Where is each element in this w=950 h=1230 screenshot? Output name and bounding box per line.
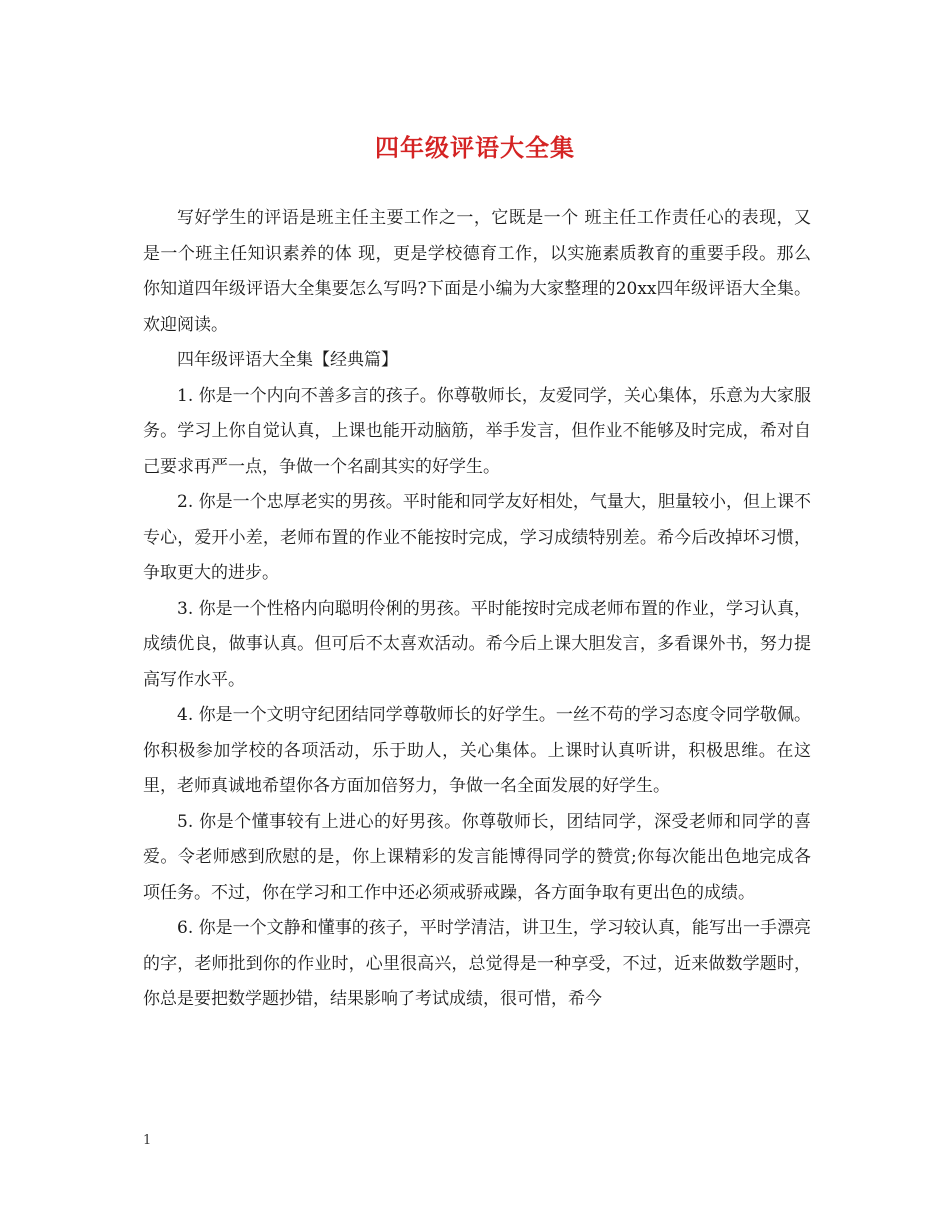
comment-paragraph-3: 3. 你是一个性格内向聪明伶俐的男孩。平时能按时完成老师布置的作业，学习认真，成绩优良，做事认真。但可后不太喜欢活动。希今后上课大胆发言，多看课外书，努力提高写作水平。 <box>143 598 811 690</box>
section-heading: 四年级评语大全集【经典篇】 <box>177 350 398 370</box>
comment-paragraph-1: 1. 你是一个内向不善多言的孩子。你尊敬师长，友爱同学，关心集体，乐意为大家服务。学习上你自觉认真，上课也能开动脑筋，举手发言，但作业不能够及时完成，希对自己要求再严一点，争做一个名副其实的好学生。 <box>143 385 811 477</box>
comment-paragraph-2: 2. 你是一个忠厚老实的男孩。平时能和同学友好相处，气量大，胆量较小，但上课不专心，爱开小差，老师布置的作业不能按时完成，学习成绩特别差。希今后改掉坏习惯，争取更大的进步。 <box>143 492 811 583</box>
document-body <box>143 201 811 1018</box>
document-title: 四年级评语大全集 <box>375 133 575 162</box>
intro-paragraph: 写好学生的评语是班主任主要工作之一，它既是一个 班主任工作责任心的表现，又是一个班主任知识素养的体 现，更是学校德育工作，以实施素质教育的重要手段。那么你知道四年级评语大全集要怎么写吗?下面是小编为大家整理的20xx四年级评语大全集。欢迎阅读。 <box>143 208 811 335</box>
comment-paragraph-5: 5. 你是个懂事较有上进心的好男孩。你尊敬师长，团结同学，深受老师和同学的喜爱。令老师感到欣慰的是，你上课精彩的发言能博得同学的赞赏;你每次能出色地完成各项任务。不过，你在学习和工作中还必须戒骄戒躁，各方面争取有更出色的成绩。 <box>143 811 811 903</box>
comment-paragraph-4: 4. 你是一个文明守纪团结同学尊敬师长的好学生。一丝不苟的学习态度令同学敬佩。你积极参加学校的各项活动，乐于助人，关心集体。上课时认真听讲，积极思维。在这里，老师真诚地希望你各方面加倍努力，争做一名全面发展的好学生。 <box>143 705 811 796</box>
page-number: 1 <box>143 1133 152 1148</box>
comment-paragraph-6: 6. 你是一个文静和懂事的孩子，平时学清洁，讲卫生，学习较认真，能写出一手漂亮的字，老师批到你的作业时，心里很高兴，总觉得是一种享受，不过，近来做数学题时，你总是要把数学题抄错，结果影响了考试成绩，很可惜，希今 <box>143 918 811 1009</box>
